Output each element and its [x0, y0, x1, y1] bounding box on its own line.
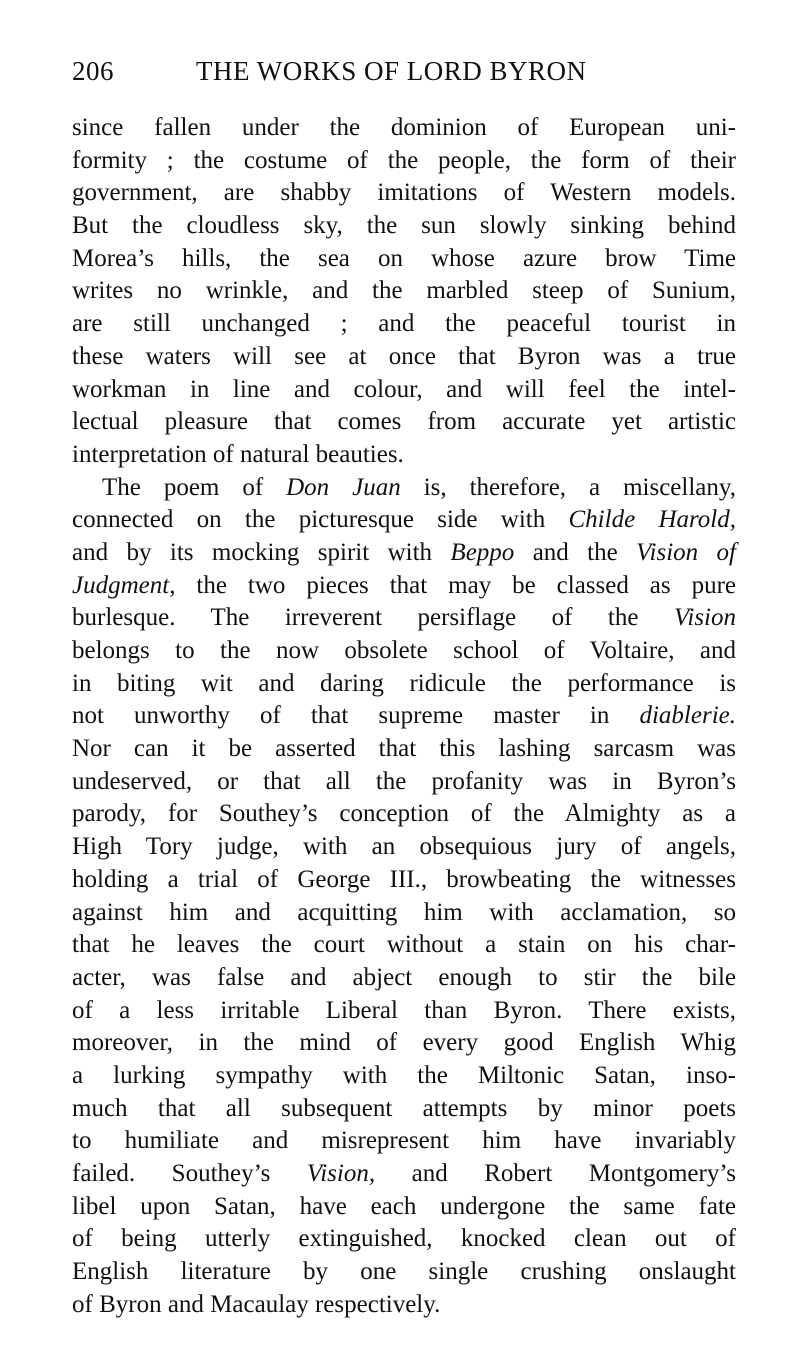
italic-text-segment: diablerie.: [639, 702, 736, 730]
text-segment: Morea’s hills, the sea on whose azure brow Time: [72, 244, 736, 272]
text-line: [72, 341, 736, 374]
running-title: THE WORKS OF LORD BYRON: [196, 56, 587, 86]
text-line: [72, 733, 736, 766]
text-segment: High Tory judge, with an obsequious jury of angels,: [72, 833, 736, 861]
text-segment: and by its mocking spirit with: [72, 538, 451, 566]
text-segment: government, are shabby imitations of Western models.: [72, 179, 736, 207]
text-segment: burlesque. The irreverent persiflage of the: [72, 604, 674, 632]
text-line: [72, 766, 736, 799]
text-line: [72, 635, 736, 668]
text-line: [72, 897, 736, 930]
text-segment: of a less irritable Liberal than Byron. There exists,: [72, 996, 736, 1024]
text-segment: writes no wrinkle, and the marbled steep of Sunium,: [72, 277, 736, 305]
text-line: [72, 1125, 736, 1158]
text-segment: Nor can it be asserted that this lashing sarcasm was: [72, 735, 736, 763]
text-line: [72, 1256, 736, 1289]
text-segment: the two pieces that may be classed as pure: [175, 571, 736, 599]
italic-text-segment: Vision of: [636, 538, 737, 566]
text-segment: English literature by one single crushing onslaught: [72, 1258, 736, 1286]
text-segment: parody, for Southey’s conception of the Almighty as a: [72, 800, 736, 828]
text-line: [72, 864, 736, 897]
text-line: [72, 537, 736, 570]
text-line: [72, 406, 736, 439]
text-line: [72, 962, 736, 995]
text-segment: undeserved, or that all the profanity was in Byron’s: [72, 767, 736, 795]
text-segment: that he leaves the court without a stain on his char-: [72, 931, 736, 959]
text-segment: lectual pleasure that comes from accurate yet artistic: [72, 408, 736, 436]
page-number: 206: [72, 56, 114, 86]
text-line: [72, 1060, 736, 1093]
text-line: [72, 439, 736, 472]
text-line: [72, 112, 736, 145]
text-segment: are still unchanged ; and the peaceful tourist in: [72, 310, 736, 338]
text-segment: and the: [514, 538, 637, 566]
text-line: [72, 831, 736, 864]
text-segment: formity ; the costume of the people, the form of their: [72, 146, 736, 174]
text-segment: acter, was false and abject enough to stir the bile: [72, 963, 736, 991]
text-line: [72, 210, 736, 243]
text-segment: holding a trial of George III., browbeating the witnesses: [72, 865, 736, 893]
text-line: [72, 243, 736, 276]
text-segment: But the cloudless sky, the sun slowly sinking behind: [72, 212, 736, 240]
text-segment: belongs to the now obsolete school of Voltaire, and: [72, 637, 736, 664]
text-line: [72, 1191, 736, 1224]
text-segment: of Byron and Macaulay respectively.: [72, 1290, 441, 1318]
text-line: [72, 472, 736, 505]
text-line: [72, 1093, 736, 1126]
text-segment: of being utterly extinguished, knocked clean out of: [72, 1225, 736, 1253]
text-line: [72, 504, 736, 537]
text-segment: failed. Southey’s: [72, 1160, 307, 1187]
text-segment: not unworthy of that supreme master in: [72, 702, 640, 730]
text-line: [72, 570, 736, 603]
text-segment: a lurking sympathy with the Miltonic Satan, inso-: [72, 1061, 736, 1089]
italic-text-segment: Vision,: [306, 1160, 376, 1187]
text-line: [72, 145, 736, 178]
text-line: [72, 995, 736, 1028]
text-line: [72, 374, 736, 407]
text-segment: and Robert Montgomery’s: [375, 1160, 737, 1187]
italic-text-segment: Vision: [673, 604, 736, 632]
text-segment: The poem of: [102, 473, 287, 501]
text-segment: in biting wit and daring ridicule the performance is: [72, 669, 736, 697]
text-line: [72, 308, 736, 341]
text-segment: moreover, in the mind of every good English Whig: [72, 1029, 736, 1057]
text-line: [72, 1289, 736, 1322]
text-segment: much that all subsequent attempts by minor poets: [72, 1094, 736, 1122]
text-line: [72, 177, 736, 210]
italic-text-segment: Childe Harold,: [568, 506, 736, 534]
text-segment: interpretation of natural beauties.: [72, 440, 404, 468]
text-line: [72, 668, 736, 701]
italic-text-segment: Judgment,: [72, 571, 176, 599]
italic-text-segment: Beppo: [450, 538, 515, 566]
text-segment: connected on the picturesque side with: [72, 506, 569, 534]
text-segment: is, therefore, a miscellany,: [400, 473, 737, 501]
text-segment: against him and acquitting him with acclamation, so: [72, 898, 736, 926]
text-line: [72, 1027, 736, 1060]
italic-text-segment: Don Juan: [286, 473, 401, 501]
text-line: [72, 1223, 736, 1256]
text-line: [72, 798, 736, 831]
text-line: [72, 700, 736, 733]
body-text: [72, 112, 736, 1321]
text-segment: libel upon Satan, have each undergone the same fate: [72, 1192, 736, 1220]
text-segment: workman in line and colour, and will feel the intel-: [72, 375, 736, 403]
text-line: [72, 929, 736, 962]
text-segment: these waters will see at once that Byron was a true: [72, 342, 736, 370]
page-header: [72, 56, 732, 96]
text-segment: to humiliate and misrepresent him have invariably: [72, 1127, 736, 1155]
text-line: [72, 275, 736, 308]
text-line: [72, 1158, 736, 1191]
text-segment: since fallen under the dominion of European uni-: [72, 114, 736, 141]
text-line: [72, 602, 736, 635]
